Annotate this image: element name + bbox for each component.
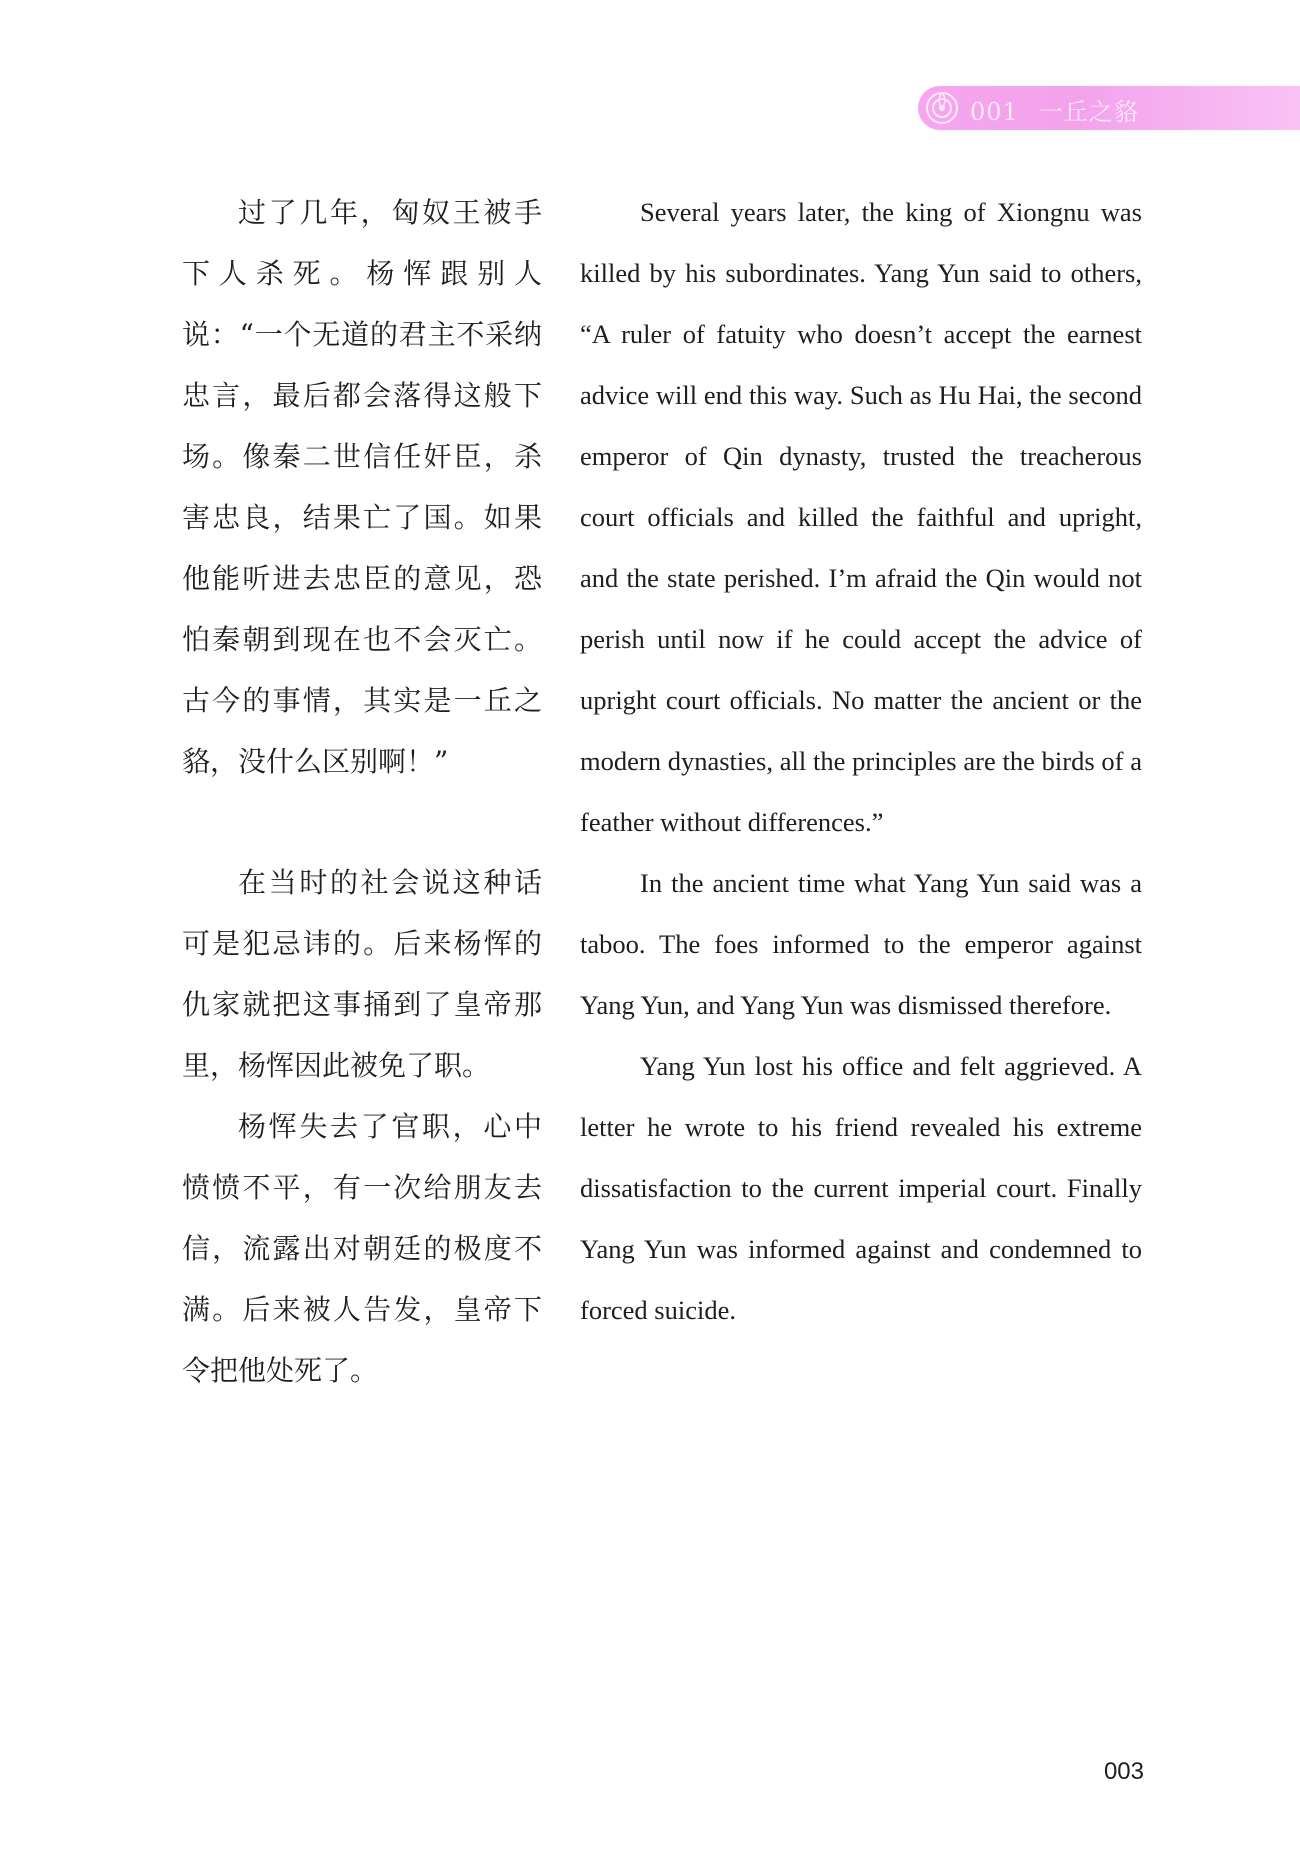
page-number: 003 xyxy=(1103,1758,1144,1785)
english-paragraph: In the ancient time what Yang Yun said was a taboo. The foes informed to the emperor against Yang Yun, and Yang Yun was dismissed therefore. xyxy=(580,868,1142,1020)
chapter-number: 001 xyxy=(970,98,1019,126)
chapter-title: 一丘之貉 xyxy=(1038,98,1139,126)
chinese-paragraph: 过了几年，匈奴王被手下人杀死。杨恽跟别人说：“一个无道的君主不采纳忠言，最后都会落得这般下场。像秦二世信任奸臣，杀害忠良，结果亡了国。如果他能听进去忠臣的意见，恐怕秦朝到现在也不会灭亡。古今的事情，其实是一丘之貉，没什么区别啊！” xyxy=(182,196,542,778)
chapter-header-band xyxy=(918,86,1300,130)
english-paragraph: Yang Yun lost his office and felt aggrieved. A letter he wrote to his friend revealed his extreme dissatisfaction to the current imperial court. Finally Yang Yun was informed against and condemned to forced suicide. xyxy=(580,1051,1142,1325)
chinese-paragraph: 杨恽失去了官职，心中愤愤不平，有一次给朋友去信，流露出对朝廷的极度不满。后来被人告发，皇帝下令把他处死了。 xyxy=(182,1110,542,1387)
flower-emblem-icon xyxy=(924,90,960,126)
english-text-column xyxy=(580,182,1142,1341)
chinese-paragraph: 在当时的社会说这种话可是犯忌讳的。后来杨恽的仇家就把这事捅到了皇帝那里，杨恽因此被免了职。 xyxy=(182,866,542,1082)
english-paragraph: Several years later, the king of Xiongnu was killed by his subordinates. Yang Yun said to others, “A ruler of fatuity who doesn’t accept the earnest advice will end this way. Such as Hu Hai, the second emperor of Qin dynasty, trusted the treacherous court officials and killed the faithful and upright, and the state perished. I’m afraid the Qin would not perish until now if he could accept the advice of upright court officials. No matter the ancient or the modern dynasties, all the principles are the birds of a feather without differences.” xyxy=(580,197,1142,837)
chinese-text-column xyxy=(182,182,542,1401)
chapter-heading xyxy=(970,92,1139,127)
